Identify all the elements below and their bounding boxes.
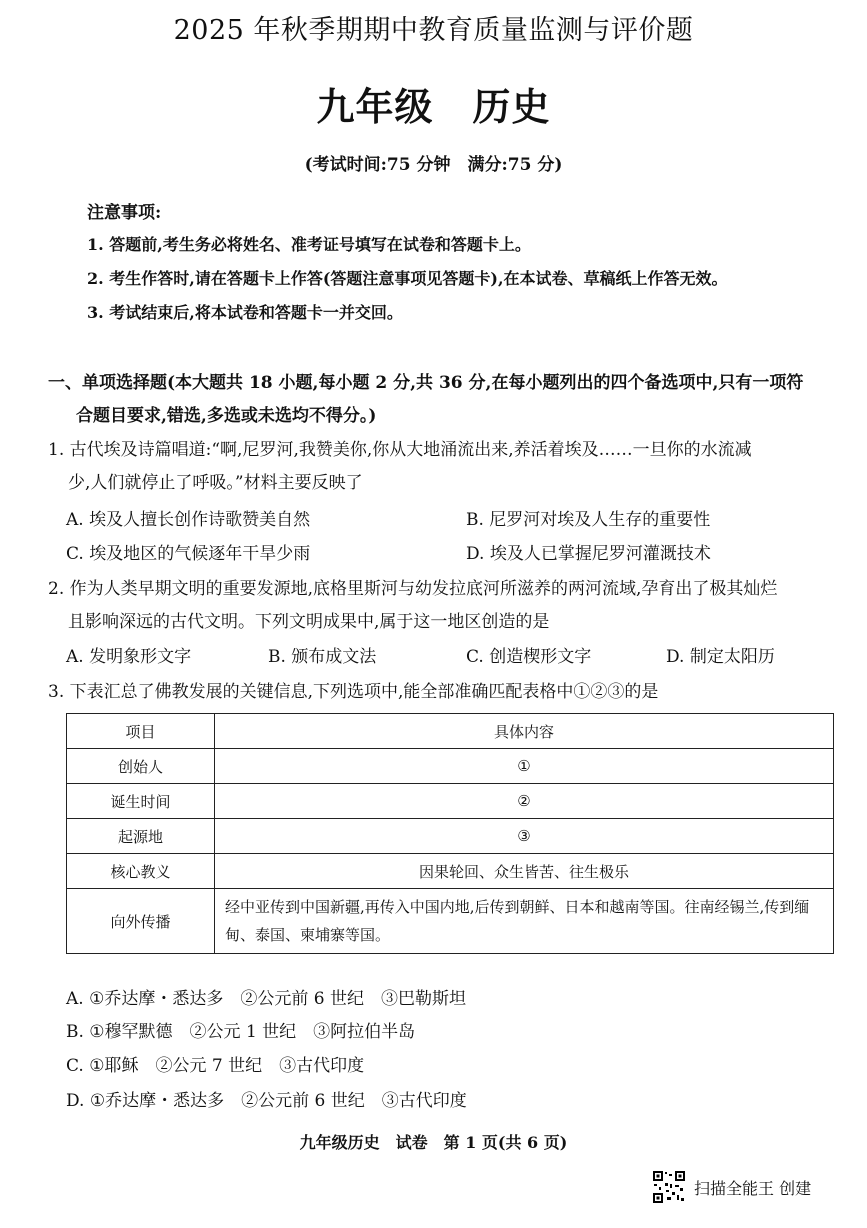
question-2-option-c: C. 创造楔形文字 [466,647,592,667]
table-cell: ② [215,784,834,819]
table-row [67,784,834,819]
scanner-watermark-text: 扫描全能王 创建 [694,1178,812,1198]
table-row [67,749,834,784]
question-1-stem-cont: 少,人们就停止了呼吸。”材料主要反映了 [68,473,363,493]
question-1-stem: 1. 古代埃及诗篇唱道:“啊,尼罗河,我赞美你,你从大地涌流出来,养活着埃及……一旦你的水流减 [48,440,752,460]
table-header-row [67,714,834,749]
question-3-option-a: A. ①乔达摩・悉达多 ②公元前 6 世纪 ③巴勒斯坦 [66,989,466,1009]
table-cell: 向外传播 [67,889,215,954]
notes-heading: 注意事项: [87,203,162,223]
subject-title: 九年级 历史 [316,84,551,129]
table-cell: 经中亚传到中国新疆,再传入中国内地,后传到朝鲜、日本和越南等国。往南经锡兰,传到缅甸、泰国、柬埔寨等国。 [215,889,834,954]
table-header-cell: 具体内容 [215,714,834,749]
question-2-stem: 2. 作为人类早期文明的重要发源地,底格里斯河与幼发拉底河所滋养的两河流域,孕育出了极其灿烂 [48,579,778,599]
section-heading: 一、单项选择题(本大题共 18 小题,每小题 2 分,共 36 分,在每小题列出的四个备选项中,只有一项符 [48,373,804,393]
question-3-stem: 3. 下表汇总了佛教发展的关键信息,下列选项中,能全部准确匹配表格中①②③的是 [48,682,659,702]
table-cell: ① [215,749,834,784]
question-2-option-d: D. 制定太阳历 [666,647,775,667]
question-3-option-c: C. ①耶稣 ②公元 7 世纪 ③古代印度 [66,1056,365,1076]
buddhism-info-table [66,713,834,954]
scanner-watermark [652,1170,811,1204]
table-row [67,854,834,889]
table-cell: 因果轮回、众生皆苦、往生极乐 [215,854,834,889]
exam-info: (考试时间:75 分钟 满分:75 分) [304,155,563,175]
table-cell: 核心教义 [67,854,215,889]
question-2-option-b: B. 颁布成文法 [268,647,377,667]
qr-code-icon [652,1170,686,1204]
table-cell: ③ [215,819,834,854]
table-cell: 创始人 [67,749,215,784]
table-cell: 诞生时间 [67,784,215,819]
note-item: 3. 考试结束后,将本试卷和答题卡一并交回。 [87,303,403,322]
exam-title: 2025 年秋季期期中教育质量监测与评价题 [173,15,694,46]
page-footer: 九年级历史 试卷 第 1 页(共 6 页) [299,1133,568,1152]
question-1-option-a: A. 埃及人擅长创作诗歌赞美自然 [66,510,311,530]
question-3-option-d: D. ①乔达摩・悉达多 ②公元前 6 世纪 ③古代印度 [66,1091,467,1111]
table-row [67,819,834,854]
question-3-option-b: B. ①穆罕默德 ②公元 1 世纪 ③阿拉伯半岛 [66,1022,416,1042]
note-item: 2. 考生作答时,请在答题卡上作答(答题注意事项见答题卡),在本试卷、草稿纸上作答无效。 [87,269,728,288]
table-cell: 起源地 [67,819,215,854]
note-item: 1. 答题前,考生务必将姓名、准考证号填写在试卷和答题卡上。 [87,235,531,254]
section-heading-cont: 合题目要求,错选,多选或未选均不得分。) [76,406,377,426]
question-2-option-a: A. 发明象形文字 [66,647,192,667]
question-1-option-d: D. 埃及人已掌握尼罗河灌溉技术 [466,544,711,564]
question-2-stem-cont: 且影响深远的古代文明。下列文明成果中,属于这一地区创造的是 [68,612,550,632]
table-header-cell: 项目 [67,714,215,749]
question-1-option-b: B. 尼罗河对埃及人生存的重要性 [466,510,711,530]
question-1-option-c: C. 埃及地区的气候逐年干旱少雨 [66,544,311,564]
table-row [67,889,834,954]
